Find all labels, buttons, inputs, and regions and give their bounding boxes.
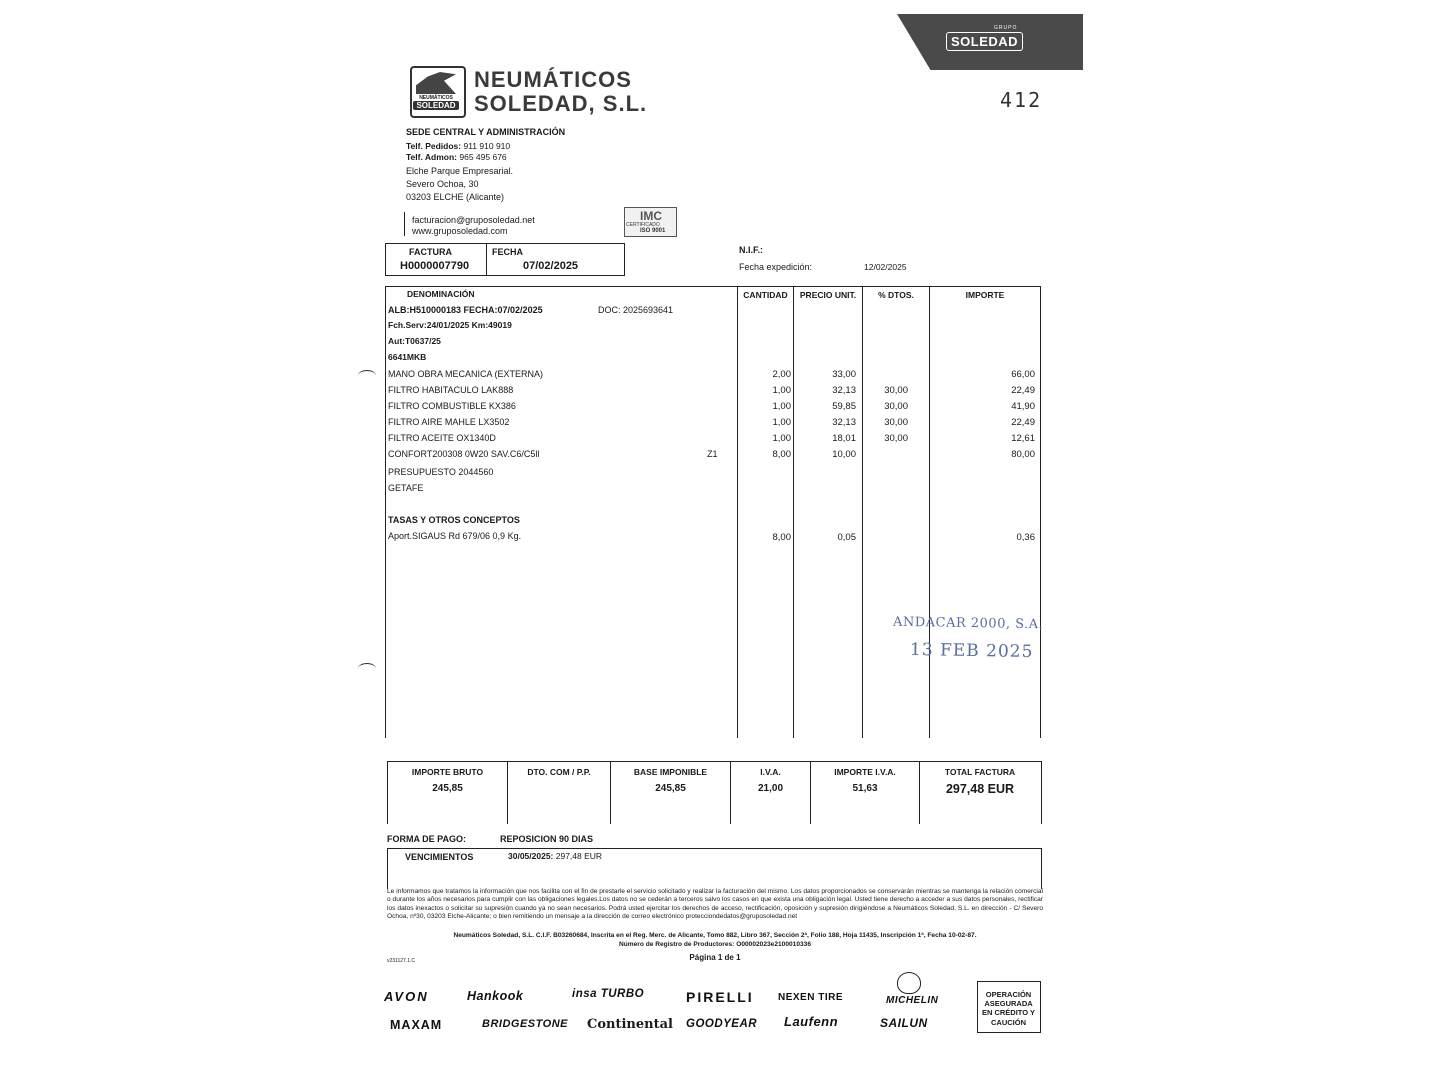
phone-orders: Telf. Pedidos: 911 910 910 (406, 141, 511, 151)
gross-amount-label: IMPORTE BRUTO (411, 767, 484, 777)
avon-logo: AVON (384, 989, 429, 1004)
due-dates-label: VENCIMIENTOS (405, 852, 474, 862)
col-header-dtos: % DTOS. (878, 290, 914, 300)
table-row (385, 433, 1041, 449)
payment-method: REPOSICION 90 DIAS (500, 834, 594, 844)
tax-base: 245,85 (655, 783, 686, 794)
punch-mark (358, 370, 376, 381)
item-description: MANO OBRA MECANICA (EXTERNA) (388, 369, 544, 379)
item-quantity: 2,00 (772, 369, 791, 380)
bridgestone-logo: BRIDGESTONE (482, 1018, 568, 1030)
email-address: facturacion@gruposoledad.net (412, 215, 535, 225)
item-description: FILTRO HABITACULO LAK888 (388, 385, 514, 395)
due-date-entry: 30/05/2025: 297,48 EUR (508, 851, 603, 861)
corner-group-label: GRUPO (994, 25, 1018, 31)
punch-mark (358, 663, 376, 674)
table-col-divider (793, 286, 794, 738)
table-col-divider (862, 286, 863, 738)
document-number: DOC: 2025693641 (598, 305, 674, 315)
location-line: GETAFE (388, 483, 424, 493)
invoice-date-label: FECHA (492, 247, 523, 257)
laufenn-logo: Laufenn (784, 1014, 839, 1029)
tax-description: Aport.SIGAUS Rd 679/06 0,9 Kg. (388, 531, 522, 541)
item-discount: 30,00 (884, 417, 908, 428)
item-quantity: 1,00 (772, 385, 791, 396)
invoice-date: 07/02/2025 (523, 260, 579, 272)
page-indicator: Página 1 de 1 (689, 953, 741, 962)
website: www.gruposoledad.com (412, 226, 508, 236)
company-registry: Neumáticos Soledad, S.L. C.I.F. B03260684, Inscrita en el Reg. Merc. de Alicante, Tomo 882, Libro 367, Sección 2ª, Folio 188, Hoja 11435, Inscripción 1ª, Fecha 10-02-87. (453, 932, 977, 939)
invoice-box-divider (486, 243, 487, 275)
corner-brand-logo: SOLEDAD (946, 32, 1023, 51)
address-line3: 03203 ELCHE (Alicante) (406, 192, 505, 202)
item-code: Z1 (707, 449, 718, 459)
hq-label: SEDE CENTRAL Y ADMINISTRACIÓN (406, 127, 566, 137)
vat-amount: 51,63 (852, 783, 878, 794)
item-unit-price: 10,00 (832, 449, 856, 460)
logo-word: SOLEDAD (413, 101, 459, 110)
item-discount: 30,00 (884, 433, 908, 444)
privacy-notice: Le informamos que tratamos la información que nos facilita con el fin de prestarle el servicio solicitado y realizar la facturación del mismo. Los datos proporcionados se conservarán mientras se mantenga la relación comercial o durante los años necesarios para cumplir con las obligaciones legales.Los datos no se cederán a terceros salvo los casos en que exista una obligación legal. Usted tiene derecho a acceder a sus datos personales, rectificar los datos inexactos o solicitar su supresión cuando ya no sean necesarios. Podrá usted ejercitar los derechos de acceso, rectificación, oposición y supresión dirigiéndose a Neumáticos Soledad, S.L. en dirección - C/ Severo Ochoa, nº30, 03203 Elche-Alicante; o bien remitiendo un mensaje a la dirección de correo electrónico protecciondedatos@gruposoledad.net (387, 888, 1043, 921)
item-amount: 80,00 (1011, 449, 1035, 460)
company-name (474, 68, 647, 116)
item-unit-price: 59,85 (832, 401, 856, 412)
item-description: FILTRO AIRE MAHLE LX3502 (388, 417, 510, 427)
item-amount: 22,49 (1011, 385, 1035, 396)
tax-quantity: 8,00 (772, 532, 791, 543)
invoice-total: 297,48 EUR (945, 782, 1015, 796)
table-right-border (1040, 286, 1041, 738)
invoice-number-label: FACTURA (409, 247, 452, 257)
pirelli-logo: PIRELLI (686, 989, 754, 1005)
col-header-cantidad: CANTIDAD (743, 290, 788, 300)
logo-small-text: NEUMÁTICOS (419, 95, 453, 101)
item-quantity: 1,00 (772, 417, 791, 428)
table-col-divider (737, 286, 738, 738)
address-line2: Severo Ochoa, 30 (406, 179, 479, 189)
received-stamp-company: ANDACAR 2000, S.A. (892, 614, 1044, 633)
col-header-importe: IMPORTE (965, 290, 1005, 300)
hankook-logo: Hankook (467, 989, 524, 1003)
vat-amount-label: IMPORTE I.V.A. (834, 767, 896, 777)
maxam-logo: MAXAM (390, 1018, 443, 1032)
goodyear-logo: GOODYEAR (686, 1018, 758, 1030)
item-unit-price: 32,13 (832, 417, 856, 428)
item-description: FILTRO COMBUSTIBLE KX386 (388, 401, 516, 411)
producers-registry: Número de Registro de Productores: O00002023e2100010336 (618, 941, 812, 948)
form-version-code: v231127.1.C (387, 958, 415, 964)
item-description: FILTRO ACEITE OX1340D (388, 433, 496, 443)
license-plate: 6641MKB (388, 352, 427, 362)
item-discount: 30,00 (884, 385, 908, 396)
budget-line: PRESUPUESTO 2044560 (388, 467, 494, 477)
invoice-number: H0000007790 (400, 260, 470, 272)
discount-label: DTO. COM / P.P. (527, 767, 591, 777)
table-row (385, 401, 1041, 417)
contact-divider (404, 212, 405, 236)
vat-rate: 21,00 (757, 783, 784, 794)
iso-badge-number: ISO 9001 (640, 228, 666, 234)
item-amount: 66,00 (1011, 369, 1035, 380)
item-quantity: 1,00 (772, 433, 791, 444)
item-amount: 41,90 (1011, 401, 1035, 412)
payment-method-label: FORMA DE PAGO: (387, 834, 466, 844)
service-date-line: Fch.Serv:24/01/2025 Km:49019 (388, 320, 512, 330)
table-row (385, 369, 1041, 385)
nif-label: N.I.F.: (739, 245, 763, 255)
iso-badge-mark: IMC (640, 209, 662, 223)
table-top-border (385, 286, 1041, 287)
item-amount: 22,49 (1011, 417, 1035, 428)
item-amount: 12,61 (1011, 433, 1035, 444)
item-quantity: 1,00 (772, 401, 791, 412)
table-row (385, 417, 1041, 433)
vat-rate-label: I.V.A. (760, 767, 781, 777)
insa-turbo-logo: insa TURBO (572, 988, 645, 1000)
continental-logo: Continental (587, 1017, 673, 1032)
total-label: TOTAL FACTURA (944, 767, 1016, 777)
table-row (385, 385, 1041, 401)
item-quantity: 8,00 (772, 449, 791, 460)
nexen-logo: NEXEN TIRE (778, 992, 844, 1003)
received-stamp-date: 13 FEB 2025 (909, 639, 1034, 663)
item-unit-price: 32,13 (832, 385, 856, 396)
taxes-section-title: TASAS Y OTROS CONCEPTOS (388, 515, 520, 525)
col-header-precio: PRECIO UNIT. (799, 290, 857, 300)
michelin-logo: MICHELIN (886, 995, 939, 1006)
iso-badge-text: CERTIFICADO (626, 222, 660, 228)
handwritten-page-number: 412 (1000, 88, 1043, 112)
address-line1: Elche Parque Empresarial. (406, 166, 514, 176)
michelin-man-icon (897, 972, 921, 994)
company-name-line1: NEUMÁTICOS (474, 67, 632, 92)
issue-date-label: Fecha expedición: (739, 262, 813, 272)
item-discount: 30,00 (884, 401, 908, 412)
tax-base-label: BASE IMPONIBLE (633, 767, 708, 777)
authorization-line: Aut:T0637/25 (388, 336, 441, 346)
table-row (385, 449, 1041, 465)
due-dates-box (387, 848, 1042, 889)
table-col-divider (929, 286, 930, 738)
sailun-logo: SAILUN (880, 1016, 928, 1030)
delivery-note-line: ALB:H510000183 FECHA:07/02/2025 (388, 305, 543, 315)
tax-unit-price: 0,05 (837, 532, 856, 543)
table-left-border (385, 286, 386, 738)
phone-admin: Telf. Admon: 965 495 676 (406, 152, 507, 162)
tax-amount: 0,36 (1016, 532, 1035, 543)
item-description: CONFORT200308 0W20 SAV.C6/C5ll (388, 449, 540, 459)
issue-date: 12/02/2025 (864, 262, 907, 272)
gross-amount: 245,85 (432, 783, 463, 794)
item-unit-price: 33,00 (832, 369, 856, 380)
insurance-text: OPERACIÓN ASEGURADA EN CRÉDITO Y CAUCIÓN (981, 990, 1036, 1027)
company-name-line2: SOLEDAD, S.L. (474, 91, 648, 116)
col-header-denominacion: DENOMINACIÓN (407, 289, 475, 299)
item-unit-price: 18,01 (832, 433, 856, 444)
line-items (385, 369, 1041, 465)
